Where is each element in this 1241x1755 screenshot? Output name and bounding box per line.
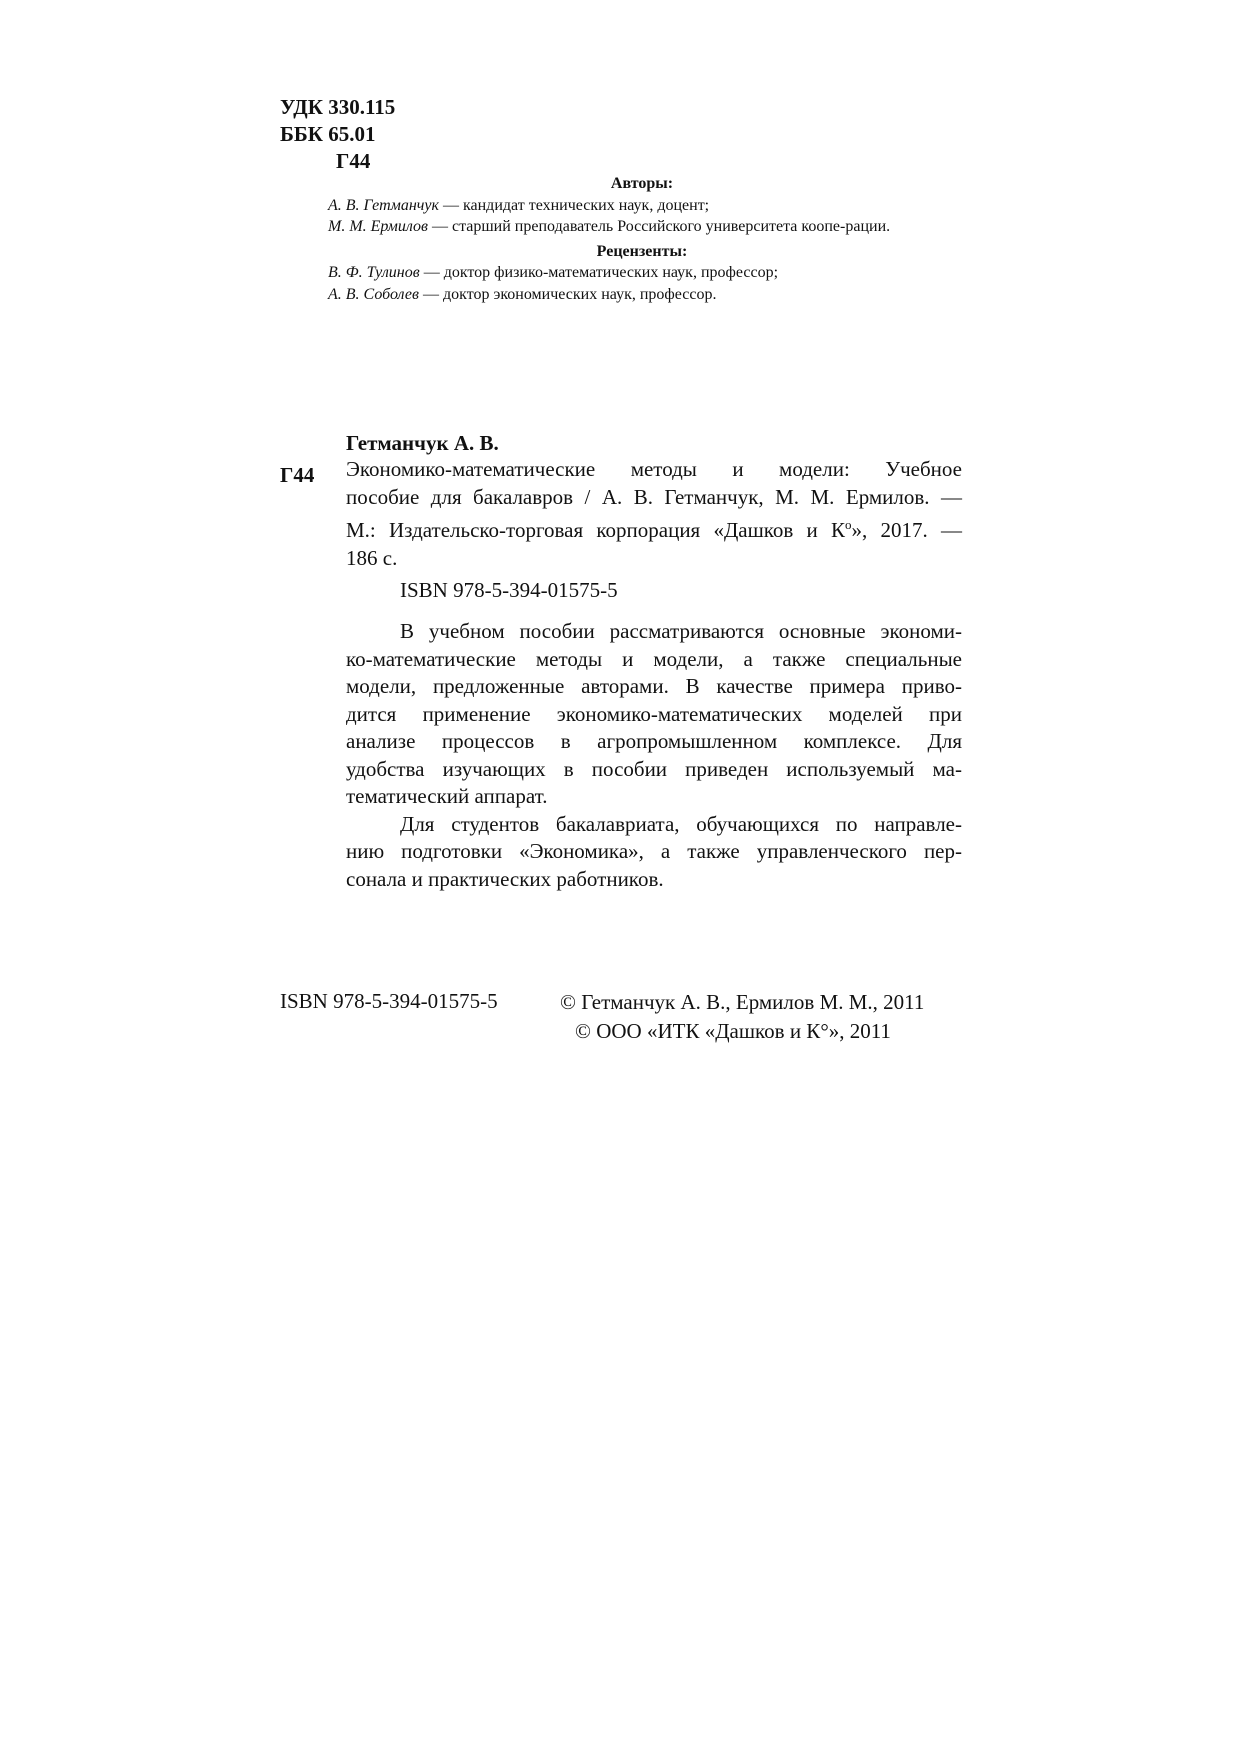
catalog-codes bbox=[280, 94, 395, 175]
reviewer-desc: — доктор экономических наук, профессор. bbox=[418, 285, 717, 303]
reviewer-name: А. В. Соболев bbox=[328, 285, 419, 303]
entry-line: пособие для бакалавров / А. В. Гетманчук, М. М. Ермилов. — bbox=[346, 484, 962, 509]
annotation-line: модели, предложенные авторами. В качестве примера приво- bbox=[346, 674, 962, 698]
author-name: А. В. Гетманчук bbox=[328, 196, 439, 214]
entry-line-text: М.: Издательско-торговая корпорация «Дашков и К bbox=[346, 518, 846, 542]
annotation-line: ко-математические методы и модели, а также специальные bbox=[346, 646, 962, 671]
reviewer-desc: — доктор физико-математических наук, профессор; bbox=[419, 264, 779, 281]
author-item bbox=[280, 195, 962, 217]
superscript-o: о bbox=[845, 517, 852, 532]
credits-block bbox=[280, 173, 962, 305]
entry-line bbox=[346, 511, 962, 545]
annotation-line: сонала и практических работников. bbox=[346, 866, 664, 891]
entry-code: Г44 bbox=[280, 463, 315, 487]
annotation-line: удобства изучающих в пособии приведен используемый ма- bbox=[346, 756, 962, 781]
author-item bbox=[280, 216, 962, 238]
author-mark: Г44 bbox=[336, 149, 371, 173]
udk-code: УДК 330.115 bbox=[280, 95, 396, 119]
reviewer-item bbox=[280, 284, 962, 306]
annotation-line: В учебном пособии рассматриваются основные экономи- bbox=[400, 619, 962, 643]
copyright-publisher: © ООО «ИТК «Дашков и К°», 2011 bbox=[575, 1019, 891, 1043]
authors-heading: Авторы: bbox=[610, 175, 674, 192]
annotation-line: анализе процессов в агропромышленном комплексе. Для bbox=[346, 729, 962, 753]
author-desc: — кандидат технических наук, доцент; bbox=[438, 196, 710, 214]
reviewers-heading: Рецензенты: bbox=[596, 242, 688, 260]
bbk-code: ББК 65.01 bbox=[280, 122, 376, 146]
entry-author: Гетманчук А. В. bbox=[346, 431, 499, 455]
annotation-line: дится применение экономико-математических моделей при bbox=[346, 701, 962, 726]
reviewer-name: В. Ф. Тулинов bbox=[328, 264, 420, 281]
annotation-line: тематический аппарат. bbox=[346, 784, 548, 808]
annotation-line: нию подготовки «Экономика», а также управленческого пер- bbox=[346, 839, 962, 863]
entry-line: Экономико-математические методы и модели: Учебное bbox=[346, 457, 962, 481]
annotation-line: Для студентов бакалавриата, обучающихся по направле- bbox=[400, 811, 962, 836]
reviewer-item bbox=[280, 262, 962, 284]
author-desc: — старший преподаватель Российского университета коопе-рации. bbox=[427, 218, 891, 235]
copyright-block bbox=[560, 988, 924, 1046]
annotation bbox=[346, 618, 962, 893]
entry-line-tail: », 2017. — bbox=[851, 518, 962, 542]
bibliographic-entry bbox=[346, 456, 962, 572]
entry-isbn: ISBN 978-5-394-01575-5 bbox=[400, 578, 618, 602]
copyright-authors: © Гетманчук А. В., Ермилов М. М., 2011 bbox=[560, 990, 925, 1014]
entry-line: 186 с. bbox=[346, 545, 398, 570]
author-name: М. М. Ермилов bbox=[328, 218, 428, 235]
footer-isbn: ISBN 978-5-394-01575-5 bbox=[280, 989, 498, 1013]
